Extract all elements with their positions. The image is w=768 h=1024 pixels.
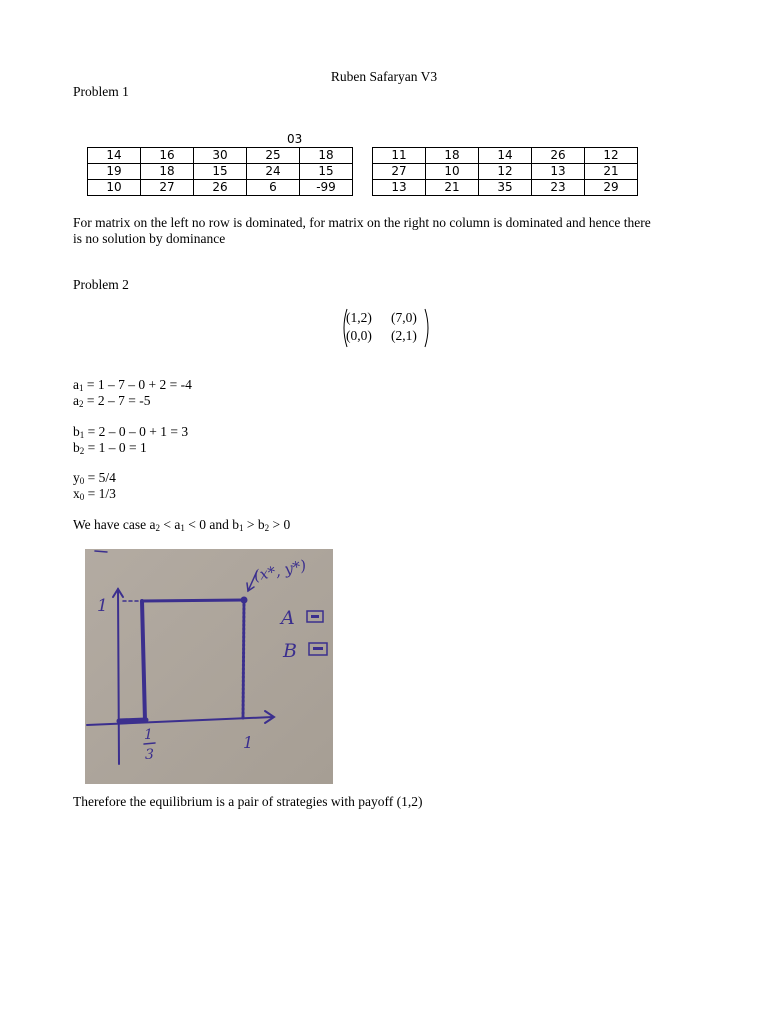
case-a1-sub: 1	[180, 523, 185, 533]
case-b1-var: b	[232, 517, 239, 532]
left-matrix-cell: 26	[194, 180, 247, 196]
left-matrix-cell: 24	[247, 164, 300, 180]
payoff-matrix	[341, 308, 431, 348]
left-matrix-cell: 15	[300, 164, 353, 180]
left-matrix-cell: 19	[88, 164, 141, 180]
right-matrix-cell: 12	[585, 148, 638, 164]
payoff-cell-1-2: (7,0)	[391, 310, 417, 325]
right-matrix-cell: 35	[479, 180, 532, 196]
right-matrix-cell: 13	[373, 180, 426, 196]
right-matrix-cell: 11	[373, 148, 426, 164]
sketch-drawing	[85, 549, 333, 784]
payoff-cell-2-1: (0,0)	[346, 328, 372, 343]
left-matrix-cell: 27	[141, 180, 194, 196]
eq-x0	[73, 486, 116, 505]
problem1-heading: Problem 1	[73, 84, 129, 99]
right-matrix-row	[373, 180, 638, 196]
sketch-point-label: (x*, y*)	[252, 556, 308, 585]
sketch-legend-a: A	[281, 607, 295, 629]
case-gt2: > 0	[269, 517, 291, 532]
eq-x0-sub: 0	[79, 492, 85, 502]
case-a2-sub: 2	[155, 523, 160, 533]
left-matrix	[87, 147, 353, 196]
payoff-cell-1-1: (1,2)	[346, 310, 372, 325]
left-matrix-cell: -99	[300, 180, 353, 196]
eq-x0-var: x	[73, 486, 80, 501]
left-matrix-row	[88, 180, 353, 196]
payoff-cell-2-2: (2,1)	[391, 328, 417, 343]
eq-a2-rhs: = 2 – 7 = -5	[83, 393, 151, 408]
sketch-y-tick: 1	[97, 596, 108, 616]
eq-b2-sub: 2	[79, 446, 85, 456]
case-statement	[73, 517, 290, 536]
matrix-label: 03	[287, 132, 303, 146]
final-conclusion: Therefore the equilibrium is a pair of strategies with payoff (1,2)	[73, 794, 423, 809]
left-matrix-cell: 30	[194, 148, 247, 164]
left-matrix-cell: 14	[88, 148, 141, 164]
right-matrix	[372, 147, 638, 196]
eq-a1-var: a	[73, 377, 79, 392]
eq-a2-sub: 2	[79, 399, 84, 409]
conclusion-line-1: For matrix on the left no row is dominated, for matrix on the right no column is dominated and hence there	[73, 215, 651, 230]
handwritten-sketch-photo	[85, 549, 333, 784]
sketch-x-tick-right: 1	[243, 733, 254, 752]
sketch-x-tick-denominator: 3	[145, 747, 154, 763]
case-b2-var: b	[257, 517, 265, 532]
case-a1-var: a	[174, 517, 181, 532]
page-title: Ruben Safaryan V3	[330, 69, 438, 84]
eq-b2-var: b	[73, 440, 80, 455]
problem2-heading: Problem 2	[73, 277, 129, 292]
right-matrix-cell: 26	[532, 148, 585, 164]
case-lt2: < 0 and	[184, 517, 233, 532]
case-b1-sub: 1	[238, 523, 244, 533]
case-b2-sub: 2	[264, 523, 270, 533]
eq-y0-var: y	[73, 470, 80, 485]
right-matrix-cell: 21	[585, 164, 638, 180]
left-matrix-row	[88, 148, 353, 164]
left-matrix-cell: 18	[141, 164, 194, 180]
left-matrix-cell: 16	[141, 148, 194, 164]
right-matrix-cell: 27	[373, 164, 426, 180]
right-matrix-cell: 12	[479, 164, 532, 180]
right-matrix-cell: 29	[585, 180, 638, 196]
case-lt1: <	[160, 517, 175, 532]
conclusion-line-2: is no solution by dominance	[73, 231, 226, 246]
left-matrix-cell: 15	[194, 164, 247, 180]
eq-a2-var: a	[73, 393, 79, 408]
problem1-conclusion	[73, 215, 693, 247]
case-gt1: >	[243, 517, 258, 532]
sketch-x-tick-numerator: 1	[144, 727, 153, 743]
left-matrix-cell: 10	[88, 180, 141, 196]
right-matrix-row	[373, 164, 638, 180]
sketch-legend-b: B	[283, 640, 297, 662]
right-matrix-cell: 21	[426, 180, 479, 196]
left-matrix-cell: 25	[247, 148, 300, 164]
eq-x0-rhs: = 1/3	[84, 486, 116, 501]
eq-a2	[73, 393, 150, 412]
left-matrix-cell: 18	[300, 148, 353, 164]
left-matrix-row	[88, 164, 353, 180]
eq-b2	[73, 440, 147, 459]
eq-b1-rhs: = 2 – 0 – 0 + 1 = 3	[84, 424, 189, 439]
eq-a1-sub: 1	[79, 383, 84, 393]
case-a2-var: a	[149, 517, 156, 532]
right-matrix-cell: 23	[532, 180, 585, 196]
eq-b1-sub: 1	[79, 430, 85, 440]
right-matrix-cell: 18	[426, 148, 479, 164]
case-prefix: We have case	[73, 517, 150, 532]
eq-b1-var: b	[73, 424, 80, 439]
right-matrix-cell: 13	[532, 164, 585, 180]
eq-y0-sub: 0	[79, 476, 85, 486]
eq-a1-rhs: = 1 – 7 – 0 + 2 = -4	[83, 377, 192, 392]
right-matrix-cell: 10	[426, 164, 479, 180]
left-matrix-cell: 6	[247, 180, 300, 196]
right-matrix-row	[373, 148, 638, 164]
right-matrix-cell: 14	[479, 148, 532, 164]
eq-b2-rhs: = 1 – 0 = 1	[84, 440, 147, 455]
eq-y0-rhs: = 5/4	[84, 470, 116, 485]
